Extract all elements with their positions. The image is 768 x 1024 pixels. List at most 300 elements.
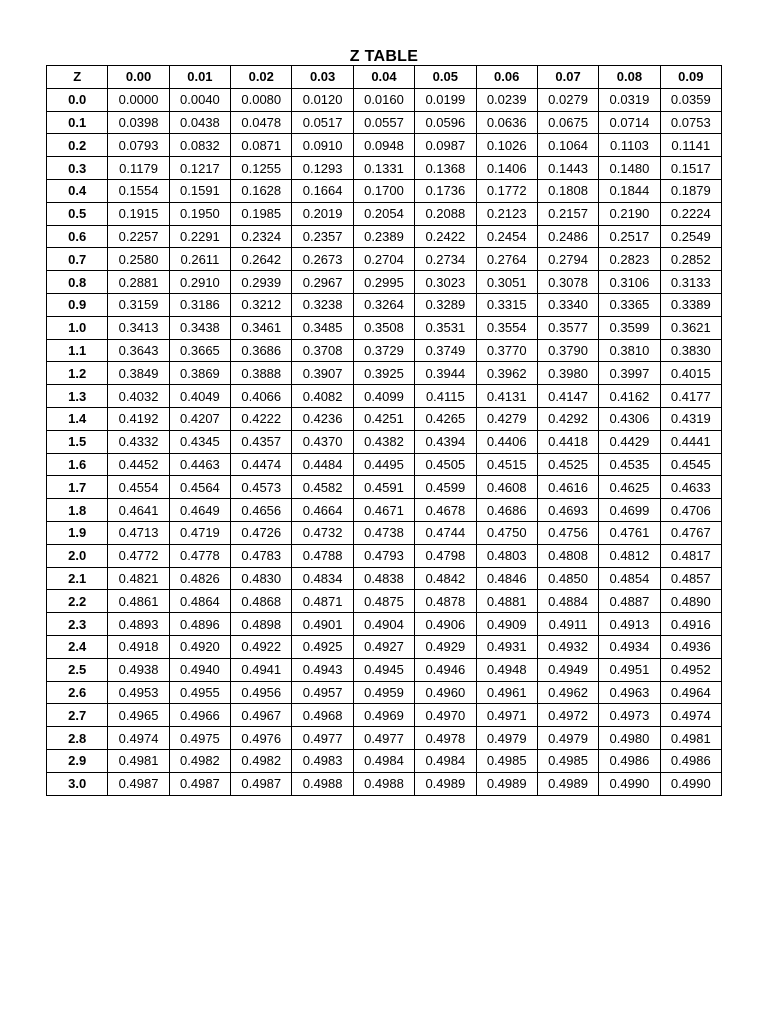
- table-row: [47, 749, 722, 772]
- table-row: [47, 339, 722, 362]
- table-cell: 0.4945: [353, 658, 414, 681]
- table-cell: 0.4881: [476, 590, 537, 613]
- table-cell: 0.4960: [415, 681, 476, 704]
- table-cell: 0.4452: [108, 453, 169, 476]
- table-cell: 0.3962: [476, 362, 537, 385]
- table-cell: 0.1879: [660, 179, 721, 202]
- column-header: 0.07: [537, 66, 598, 89]
- table-cell: 0.4649: [169, 499, 230, 522]
- table-cell: 0.3925: [353, 362, 414, 385]
- table-cell: 0.4808: [537, 544, 598, 567]
- table-cell: 0.4463: [169, 453, 230, 476]
- column-header: 0.00: [108, 66, 169, 89]
- table-row: [47, 316, 722, 339]
- table-cell: 0.4394: [415, 430, 476, 453]
- table-row: [47, 613, 722, 636]
- table-cell: 0.4082: [292, 385, 353, 408]
- table-cell: 0.4906: [415, 613, 476, 636]
- table-cell: 0.0557: [353, 111, 414, 134]
- table-cell: 0.4842: [415, 567, 476, 590]
- table-cell: 0.3665: [169, 339, 230, 362]
- table-cell: 0.4965: [108, 704, 169, 727]
- table-cell: 0.4931: [476, 635, 537, 658]
- row-header-z: 0.8: [47, 271, 108, 294]
- table-cell: 0.0438: [169, 111, 230, 134]
- table-cell: 0.4382: [353, 430, 414, 453]
- column-header: 0.03: [292, 66, 353, 89]
- table-cell: 0.1064: [537, 134, 598, 157]
- table-cell: 0.4988: [292, 772, 353, 795]
- table-cell: 0.4990: [660, 772, 721, 795]
- table-cell: 0.4032: [108, 385, 169, 408]
- table-cell: 0.4370: [292, 430, 353, 453]
- table-cell: 0.4974: [108, 727, 169, 750]
- row-header-z: 0.9: [47, 293, 108, 316]
- table-row: [47, 544, 722, 567]
- table-cell: 0.4345: [169, 430, 230, 453]
- table-row: [47, 590, 722, 613]
- table-cell: 0.1443: [537, 157, 598, 180]
- table-cell: 0.4946: [415, 658, 476, 681]
- table-cell: 0.3389: [660, 293, 721, 316]
- table-cell: 0.4821: [108, 567, 169, 590]
- table-row: [47, 157, 722, 180]
- table-cell: 0.4911: [537, 613, 598, 636]
- table-row: [47, 202, 722, 225]
- table-cell: 0.0948: [353, 134, 414, 157]
- table-cell: 0.2123: [476, 202, 537, 225]
- table-cell: 0.4963: [599, 681, 660, 704]
- row-header-z: 0.0: [47, 88, 108, 111]
- table-cell: 0.4525: [537, 453, 598, 476]
- table-cell: 0.3790: [537, 339, 598, 362]
- page-title: Z TABLE: [349, 47, 419, 65]
- table-cell: 0.3289: [415, 293, 476, 316]
- table-cell: 0.4788: [292, 544, 353, 567]
- table-cell: 0.1554: [108, 179, 169, 202]
- table-cell: 0.3133: [660, 271, 721, 294]
- row-header-z: 2.3: [47, 613, 108, 636]
- table-cell: 0.4625: [599, 476, 660, 499]
- table-cell: 0.2389: [353, 225, 414, 248]
- table-cell: 0.3708: [292, 339, 353, 362]
- table-cell: 0.2910: [169, 271, 230, 294]
- table-cell: 0.4896: [169, 613, 230, 636]
- table-cell: 0.4956: [231, 681, 292, 704]
- row-header-z: 1.6: [47, 453, 108, 476]
- table-cell: 0.0987: [415, 134, 476, 157]
- table-cell: 0.1700: [353, 179, 414, 202]
- table-cell: 0.4868: [231, 590, 292, 613]
- table-cell: 0.4984: [415, 749, 476, 772]
- table-cell: 0.4927: [353, 635, 414, 658]
- row-header-z: 0.4: [47, 179, 108, 202]
- table-cell: 0.4812: [599, 544, 660, 567]
- table-cell: 0.4726: [231, 521, 292, 544]
- row-header-z: 1.7: [47, 476, 108, 499]
- table-cell: 0.4990: [599, 772, 660, 795]
- table-cell: 0.4988: [353, 772, 414, 795]
- table-cell: 0.3888: [231, 362, 292, 385]
- table-row: [47, 88, 722, 111]
- row-header-z: 0.2: [47, 134, 108, 157]
- table-cell: 0.2549: [660, 225, 721, 248]
- table-cell: 0.4686: [476, 499, 537, 522]
- table-cell: 0.1368: [415, 157, 476, 180]
- table-cell: 0.4850: [537, 567, 598, 590]
- table-cell: 0.0398: [108, 111, 169, 134]
- table-cell: 0.4222: [231, 407, 292, 430]
- table-cell: 0.4977: [353, 727, 414, 750]
- table-cell: 0.1293: [292, 157, 353, 180]
- table-cell: 0.3340: [537, 293, 598, 316]
- row-header-z: 2.5: [47, 658, 108, 681]
- table-cell: 0.1406: [476, 157, 537, 180]
- table-cell: 0.3238: [292, 293, 353, 316]
- table-cell: 0.4319: [660, 407, 721, 430]
- table-cell: 0.4656: [231, 499, 292, 522]
- table-cell: 0.3159: [108, 293, 169, 316]
- table-cell: 0.4664: [292, 499, 353, 522]
- table-cell: 0.4732: [292, 521, 353, 544]
- table-row: [47, 658, 722, 681]
- table-cell: 0.4495: [353, 453, 414, 476]
- table-cell: 0.0319: [599, 88, 660, 111]
- table-cell: 0.3907: [292, 362, 353, 385]
- table-cell: 0.0793: [108, 134, 169, 157]
- table-cell: 0.3051: [476, 271, 537, 294]
- table-cell: 0.4793: [353, 544, 414, 567]
- row-header-z: 3.0: [47, 772, 108, 795]
- table-cell: 0.1331: [353, 157, 414, 180]
- row-header-z: 2.7: [47, 704, 108, 727]
- table-cell: 0.1255: [231, 157, 292, 180]
- table-cell: 0.4678: [415, 499, 476, 522]
- table-cell: 0.2967: [292, 271, 353, 294]
- table-cell: 0.4984: [353, 749, 414, 772]
- row-header-z: 1.5: [47, 430, 108, 453]
- table-cell: 0.3944: [415, 362, 476, 385]
- row-header-z: 1.0: [47, 316, 108, 339]
- table-cell: 0.2257: [108, 225, 169, 248]
- table-cell: 0.4783: [231, 544, 292, 567]
- table-cell: 0.1950: [169, 202, 230, 225]
- table-cell: 0.4564: [169, 476, 230, 499]
- table-cell: 0.4918: [108, 635, 169, 658]
- table-row: [47, 134, 722, 157]
- table-cell: 0.4838: [353, 567, 414, 590]
- table-cell: 0.4693: [537, 499, 598, 522]
- table-cell: 0.3531: [415, 316, 476, 339]
- table-row: [47, 476, 722, 499]
- table-cell: 0.4772: [108, 544, 169, 567]
- table-cell: 0.4884: [537, 590, 598, 613]
- table-cell: 0.2673: [292, 248, 353, 271]
- table-row: [47, 385, 722, 408]
- table-cell: 0.4418: [537, 430, 598, 453]
- table-cell: 0.3869: [169, 362, 230, 385]
- table-cell: 0.1985: [231, 202, 292, 225]
- table-cell: 0.3729: [353, 339, 414, 362]
- table-cell: 0.4429: [599, 430, 660, 453]
- table-cell: 0.4987: [108, 772, 169, 795]
- table-cell: 0.4976: [231, 727, 292, 750]
- table-cell: 0.4952: [660, 658, 721, 681]
- table-cell: 0.2422: [415, 225, 476, 248]
- table-cell: 0.2224: [660, 202, 721, 225]
- table-cell: 0.4756: [537, 521, 598, 544]
- table-cell: 0.4972: [537, 704, 598, 727]
- row-header-z: 0.1: [47, 111, 108, 134]
- table-cell: 0.4982: [231, 749, 292, 772]
- table-cell: 0.0636: [476, 111, 537, 134]
- table-cell: 0.4750: [476, 521, 537, 544]
- table-cell: 0.4989: [415, 772, 476, 795]
- column-header: 0.09: [660, 66, 721, 89]
- table-cell: 0.4641: [108, 499, 169, 522]
- table-cell: 0.4943: [292, 658, 353, 681]
- table-cell: 0.4887: [599, 590, 660, 613]
- table-cell: 0.3599: [599, 316, 660, 339]
- table-cell: 0.4962: [537, 681, 598, 704]
- table-cell: 0.2454: [476, 225, 537, 248]
- table-cell: 0.4986: [660, 749, 721, 772]
- column-header: 0.05: [415, 66, 476, 89]
- table-cell: 0.3186: [169, 293, 230, 316]
- table-cell: 0.2734: [415, 248, 476, 271]
- table-cell: 0.1103: [599, 134, 660, 157]
- table-cell: 0.3849: [108, 362, 169, 385]
- table-cell: 0.4978: [415, 727, 476, 750]
- table-cell: 0.4761: [599, 521, 660, 544]
- table-cell: 0.1517: [660, 157, 721, 180]
- table-cell: 0.4857: [660, 567, 721, 590]
- row-header-z: 1.9: [47, 521, 108, 544]
- table-cell: 0.3554: [476, 316, 537, 339]
- table-row: [47, 727, 722, 750]
- table-cell: 0.4719: [169, 521, 230, 544]
- table-row: [47, 111, 722, 134]
- table-row: [47, 635, 722, 658]
- table-cell: 0.3212: [231, 293, 292, 316]
- table-cell: 0.0359: [660, 88, 721, 111]
- table-cell: 0.4131: [476, 385, 537, 408]
- table-cell: 0.1217: [169, 157, 230, 180]
- table-cell: 0.3643: [108, 339, 169, 362]
- table-cell: 0.0910: [292, 134, 353, 157]
- table-cell: 0.3508: [353, 316, 414, 339]
- table-cell: 0.2939: [231, 271, 292, 294]
- table-cell: 0.4066: [231, 385, 292, 408]
- table-cell: 0.4834: [292, 567, 353, 590]
- row-header-z: 1.3: [47, 385, 108, 408]
- table-cell: 0.3997: [599, 362, 660, 385]
- table-cell: 0.4738: [353, 521, 414, 544]
- table-cell: 0.4987: [231, 772, 292, 795]
- table-cell: 0.4292: [537, 407, 598, 430]
- table-cell: 0.3980: [537, 362, 598, 385]
- table-cell: 0.4981: [660, 727, 721, 750]
- table-cell: 0.1772: [476, 179, 537, 202]
- table-cell: 0.4955: [169, 681, 230, 704]
- z-table-header: [47, 66, 722, 89]
- table-cell: 0.4925: [292, 635, 353, 658]
- table-cell: 0.2054: [353, 202, 414, 225]
- row-header-z: 2.8: [47, 727, 108, 750]
- table-cell: 0.4941: [231, 658, 292, 681]
- table-cell: 0.2642: [231, 248, 292, 271]
- row-header-z: 0.3: [47, 157, 108, 180]
- table-row: [47, 430, 722, 453]
- table-cell: 0.2088: [415, 202, 476, 225]
- table-cell: 0.4591: [353, 476, 414, 499]
- row-header-z: 2.6: [47, 681, 108, 704]
- row-header-z: 2.9: [47, 749, 108, 772]
- table-cell: 0.4969: [353, 704, 414, 727]
- table-cell: 0.0120: [292, 88, 353, 111]
- table-row: [47, 248, 722, 271]
- table-row: [47, 179, 722, 202]
- table-row: [47, 453, 722, 476]
- table-cell: 0.4861: [108, 590, 169, 613]
- column-header: 0.08: [599, 66, 660, 89]
- table-cell: 0.4864: [169, 590, 230, 613]
- table-cell: 0.4236: [292, 407, 353, 430]
- table-cell: 0.2357: [292, 225, 353, 248]
- table-cell: 0.4936: [660, 635, 721, 658]
- column-header: 0.02: [231, 66, 292, 89]
- table-cell: 0.4699: [599, 499, 660, 522]
- table-cell: 0.4706: [660, 499, 721, 522]
- table-cell: 0.1628: [231, 179, 292, 202]
- table-cell: 0.4985: [476, 749, 537, 772]
- table-cell: 0.2704: [353, 248, 414, 271]
- table-cell: 0.4192: [108, 407, 169, 430]
- table-cell: 0.2157: [537, 202, 598, 225]
- table-cell: 0.4608: [476, 476, 537, 499]
- table-cell: 0.1179: [108, 157, 169, 180]
- table-cell: 0.3810: [599, 339, 660, 362]
- table-cell: 0.3770: [476, 339, 537, 362]
- table-cell: 0.4929: [415, 635, 476, 658]
- table-cell: 0.0753: [660, 111, 721, 134]
- table-cell: 0.4977: [292, 727, 353, 750]
- table-cell: 0.4968: [292, 704, 353, 727]
- table-cell: 0.4803: [476, 544, 537, 567]
- table-cell: 0.4961: [476, 681, 537, 704]
- header-row: [47, 66, 722, 89]
- table-cell: 0.4671: [353, 499, 414, 522]
- table-cell: 0.4545: [660, 453, 721, 476]
- table-cell: 0.4484: [292, 453, 353, 476]
- table-cell: 0.4979: [537, 727, 598, 750]
- table-cell: 0.4826: [169, 567, 230, 590]
- table-cell: 0.4049: [169, 385, 230, 408]
- table-row: [47, 225, 722, 248]
- table-cell: 0.4986: [599, 749, 660, 772]
- table-cell: 0.4938: [108, 658, 169, 681]
- row-header-z: 1.1: [47, 339, 108, 362]
- table-cell: 0.4279: [476, 407, 537, 430]
- z-table-body: [47, 88, 722, 795]
- table-cell: 0.4951: [599, 658, 660, 681]
- table-cell: 0.4875: [353, 590, 414, 613]
- row-header-z: 1.4: [47, 407, 108, 430]
- table-cell: 0.3438: [169, 316, 230, 339]
- table-cell: 0.1736: [415, 179, 476, 202]
- table-cell: 0.3577: [537, 316, 598, 339]
- table-cell: 0.3485: [292, 316, 353, 339]
- row-header-z: 1.8: [47, 499, 108, 522]
- table-cell: 0.4633: [660, 476, 721, 499]
- table-cell: 0.4989: [476, 772, 537, 795]
- table-row: [47, 521, 722, 544]
- table-cell: 0.4974: [660, 704, 721, 727]
- table-row: [47, 499, 722, 522]
- table-cell: 0.4744: [415, 521, 476, 544]
- table-cell: 0.4989: [537, 772, 598, 795]
- table-cell: 0.0080: [231, 88, 292, 111]
- corner-header: Z: [47, 66, 108, 89]
- table-row: [47, 362, 722, 385]
- row-header-z: 0.5: [47, 202, 108, 225]
- table-cell: 0.4616: [537, 476, 598, 499]
- table-cell: 0.2852: [660, 248, 721, 271]
- table-cell: 0.3078: [537, 271, 598, 294]
- table-cell: 0.4970: [415, 704, 476, 727]
- table-row: [47, 271, 722, 294]
- table-cell: 0.4916: [660, 613, 721, 636]
- table-row: [47, 681, 722, 704]
- table-cell: 0.4893: [108, 613, 169, 636]
- table-cell: 0.4975: [169, 727, 230, 750]
- table-cell: 0.0832: [169, 134, 230, 157]
- table-cell: 0.4830: [231, 567, 292, 590]
- table-cell: 0.0000: [108, 88, 169, 111]
- table-cell: 0.2995: [353, 271, 414, 294]
- table-cell: 0.4966: [169, 704, 230, 727]
- table-cell: 0.4983: [292, 749, 353, 772]
- table-cell: 0.3686: [231, 339, 292, 362]
- table-cell: 0.4981: [108, 749, 169, 772]
- table-cell: 0.1480: [599, 157, 660, 180]
- table-cell: 0.4846: [476, 567, 537, 590]
- table-cell: 0.3621: [660, 316, 721, 339]
- table-cell: 0.4878: [415, 590, 476, 613]
- table-cell: 0.2019: [292, 202, 353, 225]
- table-cell: 0.4505: [415, 453, 476, 476]
- table-cell: 0.0714: [599, 111, 660, 134]
- row-header-z: 0.7: [47, 248, 108, 271]
- table-cell: 0.4980: [599, 727, 660, 750]
- table-cell: 0.2517: [599, 225, 660, 248]
- table-cell: 0.4177: [660, 385, 721, 408]
- table-cell: 0.3413: [108, 316, 169, 339]
- table-cell: 0.4982: [169, 749, 230, 772]
- table-cell: 0.4265: [415, 407, 476, 430]
- table-cell: 0.4582: [292, 476, 353, 499]
- table-cell: 0.4932: [537, 635, 598, 658]
- table-cell: 0.4332: [108, 430, 169, 453]
- table-row: [47, 772, 722, 795]
- table-cell: 0.4778: [169, 544, 230, 567]
- table-cell: 0.4207: [169, 407, 230, 430]
- row-header-z: 2.1: [47, 567, 108, 590]
- table-cell: 0.4904: [353, 613, 414, 636]
- row-header-z: 2.2: [47, 590, 108, 613]
- table-cell: 0.4406: [476, 430, 537, 453]
- table-cell: 0.4798: [415, 544, 476, 567]
